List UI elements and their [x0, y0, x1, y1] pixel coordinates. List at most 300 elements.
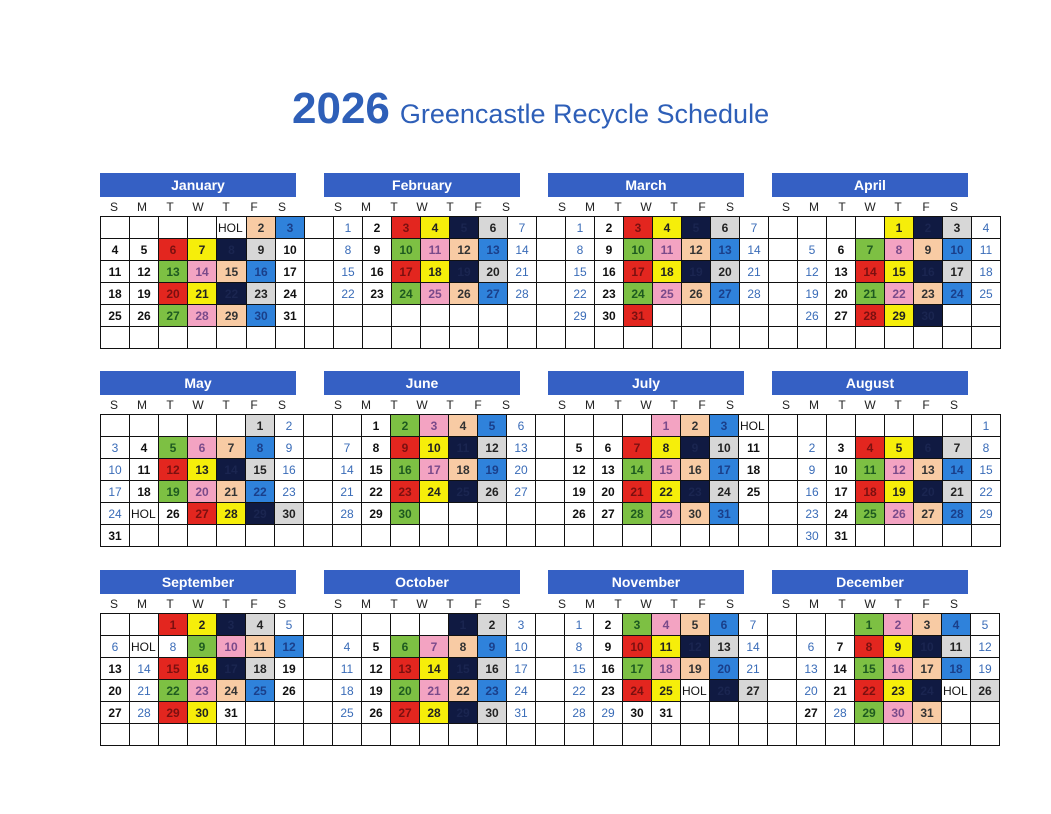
- day-cell: 5: [130, 239, 159, 261]
- day-cell: 26: [478, 481, 507, 503]
- day-cell: 26: [710, 680, 739, 702]
- day-cell: 7: [826, 636, 855, 658]
- day-cell: 29: [566, 305, 595, 327]
- day-cell: 4: [246, 614, 275, 636]
- day-cell: 23: [478, 680, 507, 702]
- day-cell: 7: [856, 239, 885, 261]
- day-cell: 14: [826, 658, 855, 680]
- day-cell: 24: [943, 283, 972, 305]
- day-cell: 3: [710, 415, 739, 437]
- day-cell: 15: [652, 459, 681, 481]
- empty-cell: [333, 525, 362, 547]
- empty-cell: [827, 327, 856, 349]
- empty-cell: [711, 305, 740, 327]
- day-cell: 6: [914, 437, 943, 459]
- empty-cell: [275, 702, 304, 724]
- day-cell: 6: [479, 217, 508, 239]
- day-cell: 4: [856, 437, 885, 459]
- day-cell: 27: [827, 305, 856, 327]
- weekday-label: M: [137, 200, 147, 214]
- day-cell: 11: [246, 636, 275, 658]
- empty-cell: [972, 327, 1001, 349]
- weekday-label: W: [864, 398, 876, 412]
- calendar-grid: [100, 613, 1000, 746]
- day-cell: 25: [101, 305, 130, 327]
- day-cell: 9: [478, 636, 507, 658]
- day-cell: 2: [391, 415, 420, 437]
- empty-cell: [420, 614, 449, 636]
- day-cell: 23: [595, 283, 624, 305]
- day-cell: 25: [856, 503, 885, 525]
- weekday-labels: [772, 200, 968, 214]
- day-cell: 28: [856, 305, 885, 327]
- day-cell: 30: [884, 702, 913, 724]
- weekday-label: T: [222, 597, 230, 611]
- day-cell: 21: [740, 261, 769, 283]
- day-cell: 3: [276, 217, 305, 239]
- day-cell: 21: [217, 481, 246, 503]
- weekday-label: T: [670, 200, 678, 214]
- day-cell: 10: [710, 437, 739, 459]
- day-cell: 29: [652, 503, 681, 525]
- empty-cell: [391, 724, 420, 746]
- empty-cell: [101, 217, 130, 239]
- weekday-labels: [100, 398, 296, 412]
- weekday-label: W: [864, 200, 876, 214]
- day-cell: 7: [943, 437, 972, 459]
- day-cell: 26: [450, 283, 479, 305]
- spacer-cell: [304, 437, 333, 459]
- day-cell: 1: [885, 217, 914, 239]
- day-cell: 20: [594, 481, 623, 503]
- week-row: [101, 305, 1001, 327]
- spacer-cell: [768, 614, 797, 636]
- day-cell: 29: [159, 702, 188, 724]
- day-cell: 13: [710, 636, 739, 658]
- weekday-labels: [548, 398, 744, 412]
- weekday-label: T: [670, 398, 678, 412]
- weekday-label: M: [809, 398, 819, 412]
- spacer-cell: [536, 614, 565, 636]
- empty-cell: [275, 724, 304, 746]
- month-header: July: [548, 371, 744, 395]
- weekday-label: W: [640, 597, 652, 611]
- day-cell: 14: [856, 261, 885, 283]
- day-cell: 20: [479, 261, 508, 283]
- day-cell: 13: [711, 239, 740, 261]
- weekday-label: M: [585, 200, 595, 214]
- empty-cell: [565, 525, 594, 547]
- day-cell: 2: [478, 614, 507, 636]
- empty-cell: [623, 724, 652, 746]
- weekday-label: T: [166, 398, 174, 412]
- day-cell: 11: [101, 261, 130, 283]
- day-cell: 19: [450, 261, 479, 283]
- day-cell: 17: [217, 658, 246, 680]
- weekday-label: W: [416, 200, 428, 214]
- day-cell: 22: [246, 481, 275, 503]
- month-header: September: [100, 570, 296, 594]
- day-cell: 11: [421, 239, 450, 261]
- weekday-label: S: [557, 597, 566, 611]
- weekday-label: S: [949, 597, 958, 611]
- weekday-labels: [772, 597, 968, 611]
- spacer-cell: [769, 415, 798, 437]
- day-cell: 3: [392, 217, 421, 239]
- month-header: October: [324, 570, 520, 594]
- empty-cell: [826, 614, 855, 636]
- day-cell: 2: [247, 217, 276, 239]
- day-cell: 25: [652, 680, 681, 702]
- weekday-label: F: [922, 398, 930, 412]
- empty-cell: [594, 415, 623, 437]
- day-cell: 12: [798, 261, 827, 283]
- day-cell: 30: [247, 305, 276, 327]
- empty-cell: [101, 327, 130, 349]
- week-row: [101, 459, 1001, 481]
- day-cell: 14: [333, 459, 362, 481]
- weekday-label: S: [277, 398, 286, 412]
- day-cell: 15: [334, 261, 363, 283]
- weekday-label: S: [781, 200, 790, 214]
- day-cell: 31: [827, 525, 856, 547]
- day-cell: 5: [362, 636, 391, 658]
- day-cell: 2: [595, 217, 624, 239]
- weekday-label: S: [277, 597, 286, 611]
- day-cell: 20: [507, 459, 536, 481]
- day-cell: 10: [392, 239, 421, 261]
- weekday-label: M: [809, 597, 819, 611]
- day-cell: 27: [159, 305, 188, 327]
- empty-cell: [739, 702, 768, 724]
- day-cell: 6: [391, 636, 420, 658]
- day-cell: 28: [217, 503, 246, 525]
- empty-cell: [885, 327, 914, 349]
- spacer-cell: [304, 525, 333, 547]
- weekday-label: F: [474, 597, 482, 611]
- empty-cell: [130, 525, 159, 547]
- day-cell: 14: [943, 459, 972, 481]
- empty-cell: [856, 327, 885, 349]
- spacer-cell: [769, 459, 798, 481]
- spacer-cell: [769, 525, 798, 547]
- day-cell: 7: [623, 437, 652, 459]
- day-cell: 10: [420, 437, 449, 459]
- day-cell: 16: [247, 261, 276, 283]
- day-cell: 17: [710, 459, 739, 481]
- spacer-cell: [304, 724, 333, 746]
- empty-cell: [652, 525, 681, 547]
- day-cell: 4: [421, 217, 450, 239]
- empty-cell: [391, 525, 420, 547]
- empty-cell: [972, 525, 1001, 547]
- day-cell: 15: [217, 261, 247, 283]
- empty-cell: [478, 525, 507, 547]
- day-cell: 20: [101, 680, 130, 702]
- day-cell: 11: [333, 658, 362, 680]
- empty-cell: [478, 724, 507, 746]
- day-cell: 6: [797, 636, 826, 658]
- day-cell: 7: [217, 437, 246, 459]
- spacer-cell: [537, 261, 566, 283]
- day-cell: 17: [623, 658, 652, 680]
- day-cell: 25: [739, 481, 769, 503]
- empty-cell: [623, 525, 652, 547]
- weekday-label: S: [557, 398, 566, 412]
- day-cell: 27: [594, 503, 623, 525]
- day-cell: 12: [275, 636, 304, 658]
- spacer-cell: [304, 702, 333, 724]
- day-cell: 13: [797, 658, 826, 680]
- day-cell: 21: [420, 680, 449, 702]
- day-cell: 1: [566, 217, 595, 239]
- day-cell: 28: [130, 702, 159, 724]
- weekday-labels: [324, 398, 520, 412]
- spacer-cell: [305, 239, 334, 261]
- day-cell: 23: [391, 481, 420, 503]
- day-cell: 2: [275, 415, 304, 437]
- day-cell: 16: [391, 459, 420, 481]
- day-cell: 28: [623, 503, 652, 525]
- day-cell: 27: [507, 481, 536, 503]
- spacer-cell: [305, 327, 334, 349]
- weekday-label: S: [501, 200, 510, 214]
- day-cell: 19: [885, 481, 914, 503]
- weekday-label: W: [192, 200, 204, 214]
- day-cell: 6: [710, 614, 739, 636]
- weekday-labels: [548, 200, 744, 214]
- week-row: [101, 239, 1001, 261]
- day-cell: 8: [855, 636, 884, 658]
- month-header: November: [548, 570, 744, 594]
- empty-cell: [101, 614, 130, 636]
- day-cell: 1: [334, 217, 363, 239]
- day-cell: 22: [652, 481, 681, 503]
- empty-cell: [827, 415, 856, 437]
- empty-cell: [362, 724, 391, 746]
- day-cell: 9: [595, 239, 624, 261]
- spacer-cell: [536, 415, 565, 437]
- day-cell: 28: [565, 702, 594, 724]
- day-cell: 17: [913, 658, 942, 680]
- day-cell: 8: [449, 636, 478, 658]
- day-cell: 24: [276, 283, 305, 305]
- spacer-cell: [769, 481, 798, 503]
- spacer-cell: [768, 724, 797, 746]
- day-cell: 23: [594, 680, 623, 702]
- empty-cell: [885, 415, 914, 437]
- weekday-labels: [548, 597, 744, 611]
- empty-cell: [275, 525, 304, 547]
- day-cell: 10: [624, 239, 653, 261]
- day-cell: 10: [913, 636, 942, 658]
- day-cell: 23: [247, 283, 276, 305]
- weekday-label: S: [109, 398, 118, 412]
- empty-cell: [855, 724, 884, 746]
- day-cell: 10: [507, 636, 536, 658]
- spacer-cell: [305, 261, 334, 283]
- empty-cell: [565, 415, 594, 437]
- day-cell: 23: [884, 680, 913, 702]
- spacer-cell: [304, 481, 333, 503]
- weekday-labels: [100, 597, 296, 611]
- empty-cell: [856, 525, 885, 547]
- spacer-cell: [304, 503, 333, 525]
- day-cell: 13: [101, 658, 130, 680]
- weekday-label: F: [922, 200, 930, 214]
- week-row: [101, 636, 1000, 658]
- empty-cell: [101, 415, 130, 437]
- empty-cell: [449, 724, 478, 746]
- day-cell: 2: [884, 614, 913, 636]
- day-cell: 30: [478, 702, 507, 724]
- day-cell: 30: [914, 305, 943, 327]
- weekday-label: M: [585, 398, 595, 412]
- spacer-cell: [305, 305, 334, 327]
- empty-cell: [797, 614, 826, 636]
- weekday-label: F: [250, 200, 258, 214]
- empty-cell: [420, 724, 449, 746]
- day-cell: 31: [913, 702, 942, 724]
- weekday-label: W: [416, 398, 428, 412]
- day-cell: 18: [652, 658, 681, 680]
- empty-cell: [130, 724, 159, 746]
- day-cell: 2: [914, 217, 943, 239]
- weekday-label: M: [585, 597, 595, 611]
- empty-cell: [450, 327, 479, 349]
- day-cell: 22: [565, 680, 594, 702]
- day-cell: 5: [159, 437, 188, 459]
- day-cell: 8: [565, 636, 594, 658]
- day-cell: 22: [855, 680, 884, 702]
- day-cell: 28: [740, 283, 769, 305]
- day-cell: 3: [827, 437, 856, 459]
- week-row: [101, 724, 1000, 746]
- empty-cell: [391, 614, 420, 636]
- weekday-label: T: [838, 597, 846, 611]
- weekday-label: T: [894, 200, 902, 214]
- holiday-cell: HOL: [130, 636, 159, 658]
- empty-cell: [363, 305, 392, 327]
- empty-cell: [682, 305, 711, 327]
- week-row: [101, 658, 1000, 680]
- day-cell: 25: [333, 702, 362, 724]
- spacer-cell: [537, 217, 566, 239]
- day-cell: 11: [972, 239, 1001, 261]
- spacer-cell: [536, 503, 565, 525]
- day-cell: 12: [130, 261, 159, 283]
- day-cell: 4: [972, 217, 1001, 239]
- day-cell: 5: [478, 415, 507, 437]
- empty-cell: [972, 305, 1001, 327]
- page-title: [292, 84, 769, 134]
- day-cell: 6: [507, 415, 536, 437]
- day-cell: 26: [159, 503, 188, 525]
- empty-cell: [508, 327, 537, 349]
- day-cell: 27: [711, 283, 740, 305]
- day-cell: 7: [740, 217, 769, 239]
- day-cell: 20: [188, 481, 217, 503]
- day-cell: 22: [885, 283, 914, 305]
- day-cell: 24: [827, 503, 856, 525]
- day-cell: 10: [943, 239, 972, 261]
- day-cell: 3: [943, 217, 972, 239]
- title-year: 2026: [292, 84, 390, 133]
- spacer-cell: [537, 283, 566, 305]
- day-cell: 20: [797, 680, 826, 702]
- day-cell: 16: [914, 261, 943, 283]
- day-cell: 9: [594, 636, 623, 658]
- day-cell: 16: [594, 658, 623, 680]
- weekday-label: M: [361, 398, 371, 412]
- spacer-cell: [536, 481, 565, 503]
- day-cell: 14: [508, 239, 537, 261]
- day-cell: 29: [972, 503, 1001, 525]
- day-cell: 22: [159, 680, 188, 702]
- weekday-label: T: [390, 200, 398, 214]
- weekday-label: S: [725, 200, 734, 214]
- day-cell: 20: [827, 283, 856, 305]
- empty-cell: [101, 724, 130, 746]
- weekday-label: T: [838, 398, 846, 412]
- empty-cell: [479, 327, 508, 349]
- empty-cell: [130, 614, 159, 636]
- day-cell: 13: [159, 261, 188, 283]
- weekday-label: T: [614, 398, 622, 412]
- empty-cell: [159, 525, 188, 547]
- empty-cell: [624, 327, 653, 349]
- day-cell: 27: [479, 283, 508, 305]
- day-cell: 7: [333, 437, 362, 459]
- weekday-label: T: [166, 597, 174, 611]
- day-cell: 1: [246, 415, 275, 437]
- day-cell: 1: [159, 614, 188, 636]
- day-cell: 31: [101, 525, 130, 547]
- weekday-label: S: [501, 398, 510, 412]
- day-cell: 16: [363, 261, 392, 283]
- weekday-label: W: [192, 398, 204, 412]
- weekday-label: F: [250, 597, 258, 611]
- day-cell: 14: [623, 459, 652, 481]
- day-cell: 12: [362, 658, 391, 680]
- empty-cell: [362, 614, 391, 636]
- day-cell: 12: [885, 459, 914, 481]
- day-cell: 11: [653, 239, 682, 261]
- day-cell: 14: [739, 636, 768, 658]
- weekday-label: T: [838, 200, 846, 214]
- day-cell: 19: [159, 481, 188, 503]
- weekday-label: W: [416, 597, 428, 611]
- empty-cell: [739, 724, 768, 746]
- day-cell: 17: [624, 261, 653, 283]
- day-cell: 25: [653, 283, 682, 305]
- calendar-grid: [100, 414, 1001, 547]
- month-header: February: [324, 173, 520, 197]
- empty-cell: [508, 305, 537, 327]
- day-cell: 8: [334, 239, 363, 261]
- day-cell: 8: [246, 437, 275, 459]
- empty-cell: [130, 327, 159, 349]
- day-cell: 13: [914, 459, 943, 481]
- day-cell: 24: [420, 481, 449, 503]
- weekday-label: F: [474, 398, 482, 412]
- day-cell: 22: [334, 283, 363, 305]
- month-header: December: [772, 570, 968, 594]
- day-cell: 21: [130, 680, 159, 702]
- day-cell: 19: [681, 658, 710, 680]
- day-cell: 19: [565, 481, 594, 503]
- day-cell: 7: [508, 217, 537, 239]
